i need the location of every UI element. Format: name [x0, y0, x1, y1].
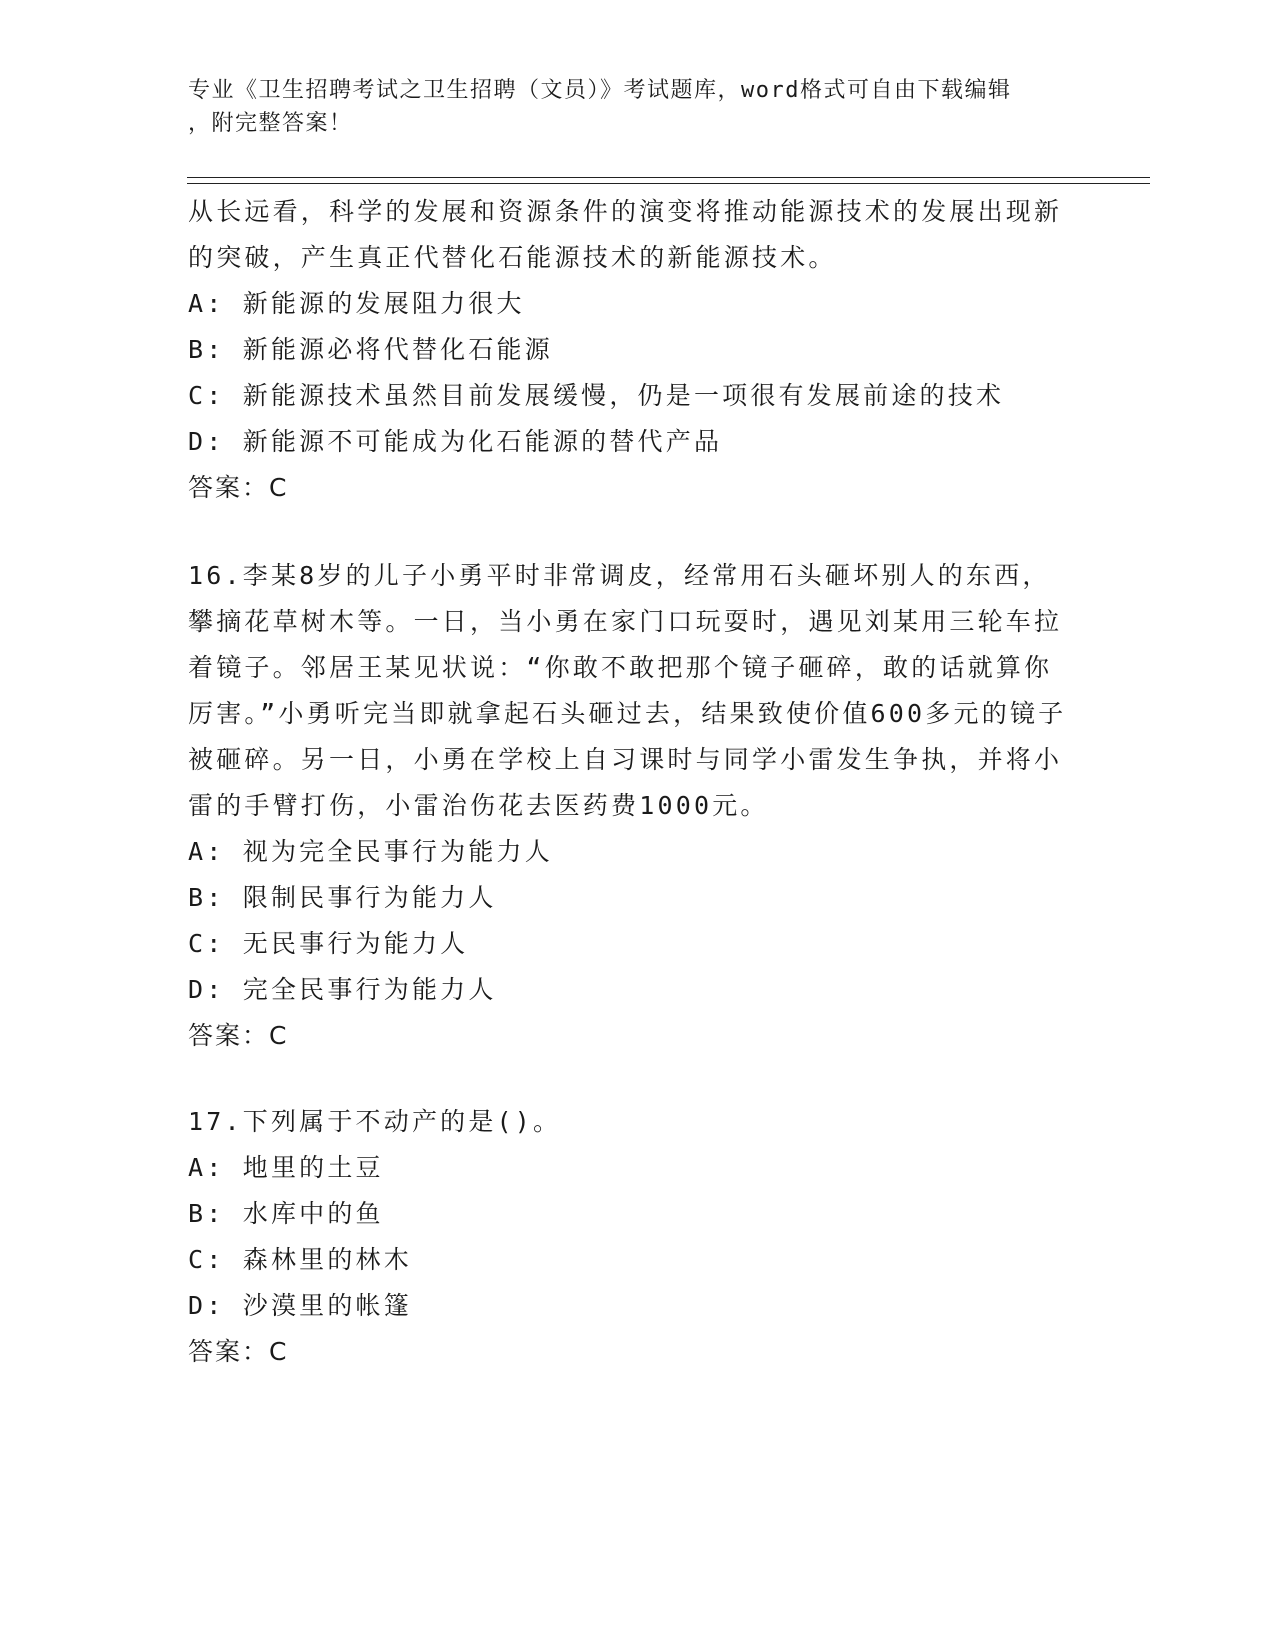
option-c: C: 新能源技术虽然目前发展缓慢，仍是一项很有发展前途的技术	[188, 381, 1005, 410]
header-line-2: ，附完整答案！	[188, 111, 353, 136]
option-d: D: 沙漠里的帐篷	[188, 1291, 412, 1320]
question-stem: 17.下列属于不动产的是()。	[188, 1107, 562, 1136]
question-stem: 从长远看，科学的发展和资源条件的演变将推动能源技术的发展出现新的突破，产生真正代替化石能源技术的新能源技术。	[188, 197, 1063, 272]
option-b: B: 限制民事行为能力人	[188, 883, 497, 912]
option-b: B: 水库中的鱼	[188, 1199, 384, 1228]
header-divider-top	[187, 177, 1150, 178]
answer-line: 答案：C	[188, 473, 289, 502]
option-a: A: 视为完全民事行为能力人	[188, 837, 553, 866]
question-block	[188, 189, 1068, 511]
option-c: C: 森林里的林木	[188, 1245, 412, 1274]
option-c: C: 无民事行为能力人	[188, 929, 469, 958]
option-d: D: 完全民事行为能力人	[188, 975, 497, 1004]
question-block	[188, 553, 1068, 1059]
option-a: A: 新能源的发展阻力很大	[188, 289, 525, 318]
question-stem: 16.李某8岁的儿子小勇平时非常调皮，经常用石头砸坏别人的东西，攀摘花草树木等。一日，当小勇在家门口玩耍时，遇见刘某用三轮车拉着镜子。邻居王某见状说：“你敢不敢把那个镜子砸碎，敢的话就算你厉害。”小勇听完当即就拿起石头砸过去，结果致使价值600多元的镜子被砸碎。另一日，小勇在学校上自习课时与同学小雷发生争执，并将小雷的手臂打伤，小雷治伤花去医药费1000元。	[188, 561, 1067, 820]
answer-line: 答案：C	[188, 1021, 289, 1050]
option-b: B: 新能源必将代替化石能源	[188, 335, 553, 364]
document-header	[188, 74, 1068, 140]
question-block	[188, 1099, 1068, 1375]
header-line-1: 专业《卫生招聘考试之卫生招聘（文员）》考试题库，word格式可自由下载编辑	[188, 78, 1012, 103]
option-a: A: 地里的土豆	[188, 1153, 384, 1182]
header-divider-bottom	[187, 183, 1150, 184]
answer-line: 答案：C	[188, 1337, 289, 1366]
option-d: D: 新能源不可能成为化石能源的替代产品	[188, 427, 723, 456]
